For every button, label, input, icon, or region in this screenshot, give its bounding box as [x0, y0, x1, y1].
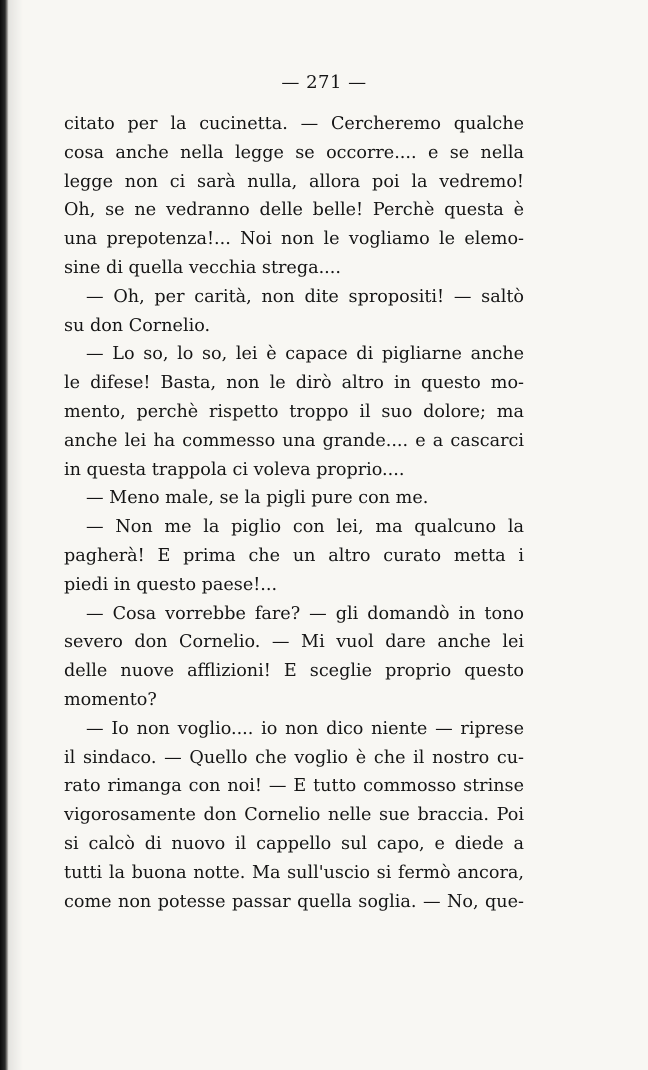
text-line: cosa anche nella legge se occorre.... e se nella — [64, 142, 524, 163]
text-line: momento? — [64, 689, 157, 710]
text-line: come non potesse passar quella soglia. — No, que- — [64, 891, 524, 912]
text-line: piedi in questo paese!... — [64, 574, 278, 595]
text-line: — Lo so, lo so, lei è capace di pigliarne anche — [86, 344, 524, 365]
text-line: sine di quella vecchia strega.... — [64, 257, 341, 278]
text-line: legge non ci sarà nulla, allora poi la vedremo! — [64, 171, 524, 192]
text-line: citato per la cucinetta. — Cercheremo qualche — [64, 114, 524, 134]
text-line: — Meno male, se la pigli pure con me. — [86, 488, 429, 509]
binding-shadow — [9, 0, 23, 1070]
text-line: una prepotenza!... Noi non le vogliamo le elemo- — [64, 229, 524, 250]
text-line: anche lei ha commesso una grande.... e a cascarci — [64, 430, 524, 451]
body-text — [64, 110, 524, 916]
text-line: — Oh, per carità, non dite spropositi! — saltò — [86, 286, 524, 307]
text-line: — Non me la piglio con lei, ma qualcuno la — [86, 517, 524, 538]
text-line: severo don Cornelio. — Mi vuol dare anche lei — [64, 632, 524, 653]
text-line: su don Cornelio. — [64, 315, 211, 336]
text-line: Oh, se ne vedranno delle belle! Perchè questa è — [64, 200, 524, 221]
text-line: in questa trappola ci voleva proprio.... — [64, 459, 405, 480]
text-line: delle nuove afflizioni! E sceglie proprio questo — [64, 661, 524, 682]
text-line: — Io non voglio.... io non dico niente — riprese — [86, 718, 524, 739]
text-line: le difese! Basta, non le dirò altro in questo mo- — [64, 373, 524, 394]
text-line: il sindaco. — Quello che voglio è che il nostro cu- — [64, 747, 524, 768]
text-line: pagherà! E prima che un altro curato metta i — [64, 545, 524, 566]
text-line: mento, perchè rispetto troppo il suo dolore; ma — [64, 401, 524, 422]
page-number: — 271 — — [281, 72, 367, 93]
text-line: rato rimanga con noi! — E tutto commosso strinse — [64, 776, 524, 797]
page-binding-edge — [0, 0, 9, 1070]
text-line: vigorosamente don Cornelio nelle sue braccia. Poi — [64, 805, 524, 826]
text-line: — Cosa vorrebbe fare? — gli domandò in tono — [86, 603, 524, 624]
text-line: tutti la buona notte. Ma sull'uscio si fermò ancora, — [64, 862, 524, 883]
text-line: si calcò di nuovo il cappello sul capo, e diede a — [64, 833, 524, 854]
